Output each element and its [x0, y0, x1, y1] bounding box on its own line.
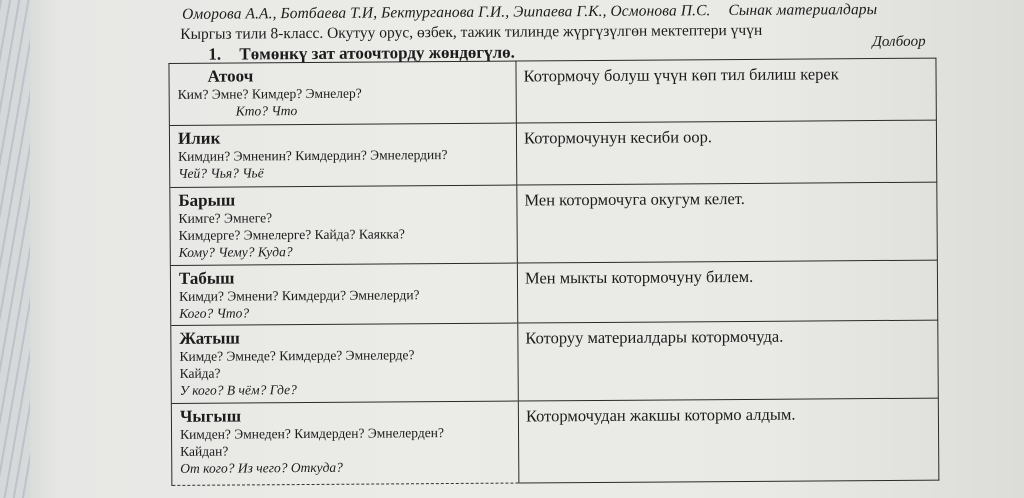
- task-text: Төмөнкү зат атоочторду жөндөгүлө.: [239, 42, 515, 64]
- case-name: Жатыш: [179, 328, 240, 348]
- case-cell: [170, 185, 518, 265]
- table-row: [170, 182, 938, 265]
- case-name: Чыгыш: [179, 406, 242, 426]
- table-row: [171, 320, 939, 403]
- case-questions: Кайда?: [179, 365, 221, 381]
- case-name: Табыш: [178, 268, 235, 288]
- case-cell: [169, 123, 516, 187]
- case-russian: Чей? Чья? Чьё: [178, 165, 264, 181]
- table-row: [169, 58, 936, 125]
- table-row: [169, 120, 936, 187]
- sentence-cell[interactable]: [518, 320, 939, 401]
- case-questions: Кайдан?: [180, 443, 229, 459]
- case-questions: Кимде? Эмнеде? Кимдерде? Эмнелерде?: [179, 347, 415, 364]
- declension-table: [168, 58, 939, 486]
- case-cell: [169, 61, 516, 125]
- case-name: Барыш: [178, 190, 236, 210]
- case-questions: Кимден? Эмнеден? Кимдерден? Эмнелерден?: [179, 425, 444, 442]
- case-russian: У кого? В чём? Где?: [179, 382, 297, 398]
- header-authors: Оморова А.А., Ботбаева Т.И, Бектурганова Г.И., Эшпаева Г.К., Осмонова П.С.: [182, 2, 711, 23]
- sentence-cell[interactable]: [516, 58, 936, 123]
- sentence-text: Мен котормочуга окугум келет.: [524, 188, 745, 210]
- header-subtitle: Кыргыз тили 8-класс. Окутуу орус, өзбек, тажик тилинде жүргүзүлгөн мектептери үчүн: [180, 21, 763, 43]
- case-cell: [171, 401, 519, 485]
- case-name: Илик: [177, 128, 221, 148]
- sentence-text: Которуу материалдары котормочуда.: [525, 326, 784, 348]
- case-cell: [170, 263, 517, 325]
- case-russian: Кому? Чему? Куда?: [178, 244, 293, 260]
- header-title-tag: Сынак материалдары: [728, 1, 878, 20]
- table-row: [171, 398, 939, 485]
- case-cell: [171, 323, 519, 403]
- document-page: [20, 0, 1024, 498]
- task-number: 1.: [208, 44, 222, 64]
- sentence-cell[interactable]: [518, 398, 939, 483]
- case-questions: Ким? Эмне? Кимдер? Эмнелер?: [177, 85, 362, 102]
- case-questions: Кимге? Эмнеге?: [178, 210, 273, 226]
- sentence-text: Котормочудан жакшы котормо алдым.: [525, 404, 796, 426]
- sentence-text: Котормочу болуш үчүн көп тил билиш керек: [523, 64, 839, 86]
- case-russian: От кого? Из чего? Откуда?: [180, 459, 343, 476]
- sentence-text: Мен мыкты котормочуну билем.: [524, 266, 754, 288]
- header-margin-note: Долбоор: [872, 33, 926, 51]
- table-row: [170, 260, 937, 325]
- case-russian: Кого? Что?: [179, 305, 250, 321]
- sentence-cell[interactable]: [517, 260, 937, 323]
- case-questions: Кимди? Эмнени? Кимдерди? Эмнелерди?: [179, 287, 420, 304]
- header-line: [182, 1, 877, 24]
- case-questions: Кимдерге? Эмнелерге? Кайда? Каякка?: [178, 226, 405, 243]
- sentence-cell[interactable]: [516, 120, 936, 185]
- case-questions: Кимдин? Эмненин? Кимдердин? Эмнелердин?: [178, 147, 448, 164]
- case-russian: Кто? Что: [235, 103, 298, 119]
- case-name: Атооч: [207, 66, 254, 86]
- sentence-text: Котормочунун кесиби оор.: [523, 127, 713, 148]
- sentence-cell[interactable]: [517, 182, 938, 263]
